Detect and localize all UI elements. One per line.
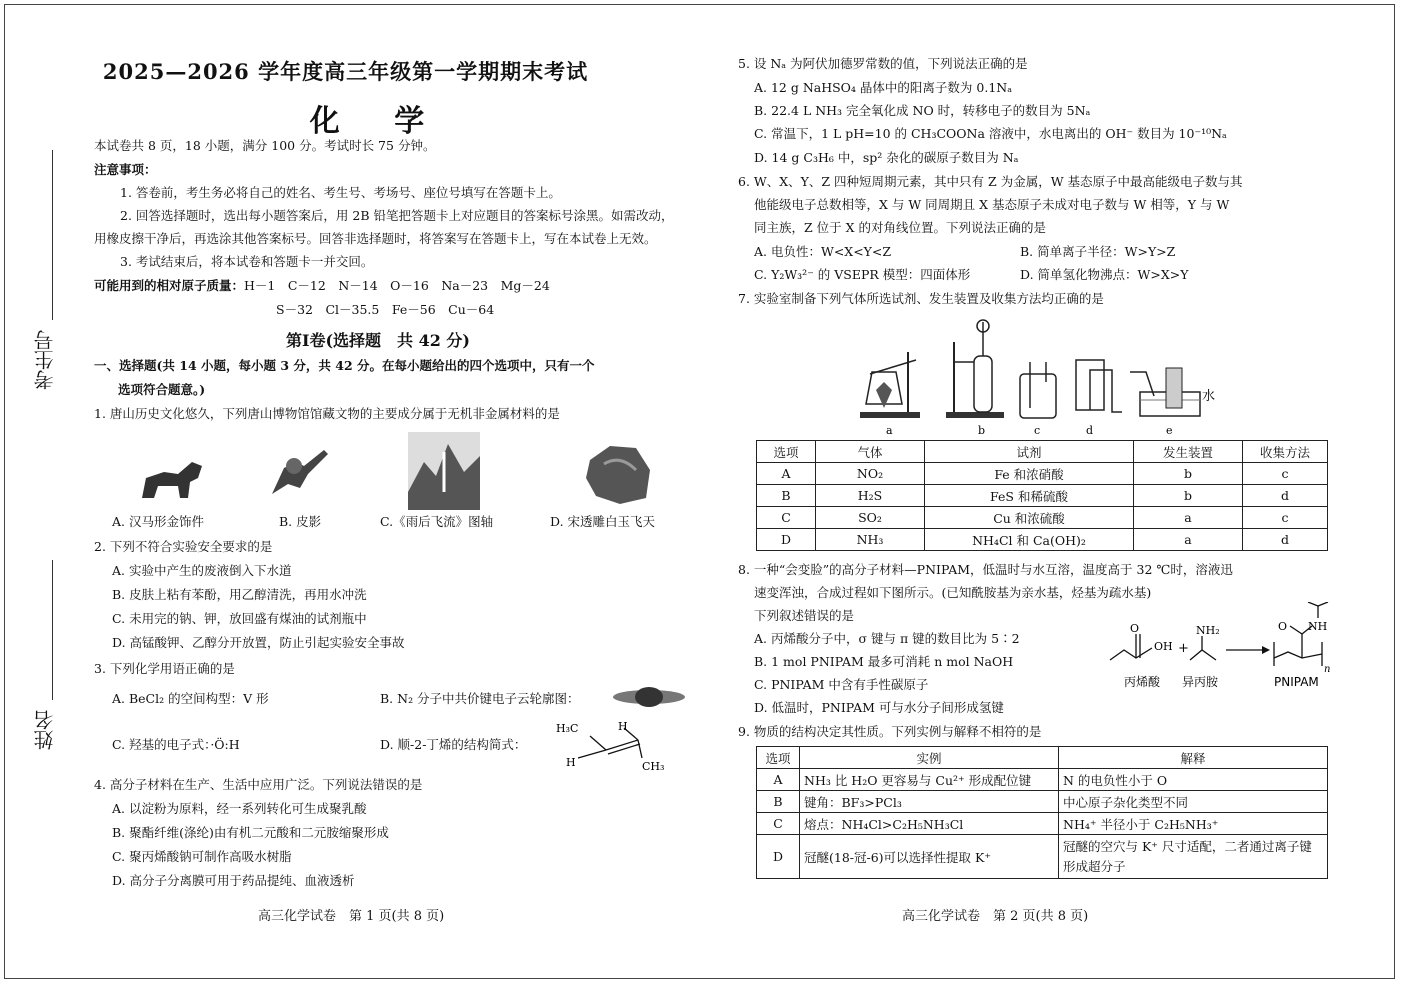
acrylic-o: O [1130, 622, 1140, 635]
q6-option-a: A. 电负性：W<X<Y<Z [754, 244, 892, 259]
q2-option-a: A. 实验中产生的废液倒入下水道 [112, 563, 292, 578]
q6-stem: 同主族，Z 位于 X 的对角线位置。下列说法正确的是 [754, 220, 1047, 235]
q9-header-cell: 实例 [800, 747, 1059, 769]
atomic-mass-label: 可能用到的相对原子质量： [94, 278, 245, 293]
ipa-label: 异丙胺 [1182, 675, 1219, 689]
q9-cell: 冠醚的空穴与 K⁺ 尺寸适配，二者通过离子键形成超分子 [1059, 835, 1328, 879]
q9-stem: 9. 物质的结构决定其性质。下列实例与解释不相符的是 [738, 724, 1042, 739]
pnipam-n: n [1324, 664, 1331, 675]
q7-cell: D [757, 529, 816, 551]
struct-h-bottom: H [566, 756, 576, 769]
q7-row [757, 485, 1328, 507]
struct-ch3: CH₃ [642, 760, 665, 773]
q9-table [756, 746, 1328, 879]
q5-option-a: A. 12 g NaHSO₄ 晶体中的阳离子数为 0.1Nₐ [754, 80, 1013, 95]
q4-option-d: D. 高分子分离膜可用于药品提纯、血液透析 [112, 873, 355, 888]
q6-option-d: D. 简单氢化物沸点：W>X>Y [1020, 267, 1189, 282]
q8-option-b: B. 1 mol PNIPAM 最多可消耗 n mol NaOH [754, 654, 1014, 669]
q7-cell: A [757, 463, 816, 485]
notice-item: 用橡皮擦干净后，再选涂其他答案标号。回答非选择题时，将答案写在答题卡上，写在本试卷上无效。 [94, 231, 657, 246]
notice-item: 1. 答卷前，考生务必将自己的姓名、考生号、考场号、座位号填写在答题卡上。 [120, 185, 561, 200]
apparatus-c [1020, 362, 1056, 418]
q2-stem: 2. 下列不符合实验安全要求的是 [94, 539, 273, 554]
q4-option-b: B. 聚酯纤维(涤纶)由有机二元酸和二元胺缩聚形成 [112, 825, 389, 840]
notice-heading: 注意事项： [94, 162, 157, 177]
q9-header-row [757, 747, 1328, 769]
q7-cell: b [1134, 463, 1243, 485]
side-exam-number-label: 考生号 [33, 330, 57, 390]
q9-cell: 熔点：NH₄Cl>C₂H₅NH₃Cl [800, 813, 1059, 835]
label-a: a [886, 424, 893, 436]
q7-cell: d [1243, 485, 1328, 507]
atomic-mass-line2: S－32 Cl－35.5 Fe－56 Cu－64 [276, 302, 495, 317]
q7-cell: Fe 和浓硝酸 [925, 463, 1134, 485]
q7-header-cell: 气体 [816, 441, 925, 463]
q7-header-row [757, 441, 1328, 463]
label-d: d [1086, 424, 1094, 436]
plus-sign: + [1178, 641, 1189, 656]
q7-header-cell: 收集方法 [1243, 441, 1328, 463]
q7-cell: SO₂ [816, 507, 925, 529]
gold-horse-image [136, 456, 208, 502]
q9-row [757, 791, 1328, 813]
q8-option-a: A. 丙烯酸分子中，σ 键与 π 键的数目比为 5∶2 [754, 631, 1020, 646]
q9-row [757, 835, 1328, 879]
acrylic-acid-structure [1110, 622, 1173, 660]
q7-header-cell: 发生装置 [1134, 441, 1243, 463]
q7-cell: c [1243, 463, 1328, 485]
q9-cell: 键角：BF₃>PCl₃ [800, 791, 1059, 813]
q9-cell: N 的电负性小于 O [1059, 769, 1328, 791]
apparatus-a [860, 352, 920, 418]
q7-cell: Cu 和浓硫酸 [925, 507, 1134, 529]
q7-cell: c [1243, 507, 1328, 529]
painting-scroll-image [408, 432, 480, 510]
q7-row [757, 529, 1328, 551]
q6-stem: 他能级电子总数相等，X 与 W 同周期且 X 基态原子未成对电子数与 W 相等，Y 与 W [754, 197, 1230, 212]
q1-option-d: D. 宋透雕白玉飞天 [550, 514, 656, 529]
q9-cell: B [757, 791, 800, 813]
ipa-nh2: NH₂ [1196, 624, 1220, 637]
q7-cell: b [1134, 485, 1243, 507]
cis-butene-structure [556, 718, 668, 774]
pnipam-nh: NH [1308, 620, 1328, 633]
q7-cell: a [1134, 507, 1243, 529]
q8-option-c: C. PNIPAM 中含有手性碳原子 [754, 677, 929, 692]
q7-cell: NH₃ [816, 529, 925, 551]
pnipam-structure [1274, 602, 1330, 675]
q7-cell: H₂S [816, 485, 925, 507]
exam-title: 2025—2026 学年度高三年级第一学期期末考试 [102, 59, 589, 84]
q7-table [756, 440, 1328, 551]
q7-header-cell: 试剂 [925, 441, 1134, 463]
q7-header-cell: 选项 [757, 441, 816, 463]
q7-stem: 7. 实验室制备下列气体所选试剂、发生装置及收集方法均正确的是 [738, 291, 1104, 306]
apparatus-d [1076, 360, 1122, 412]
notice-item: 2. 回答选择题时，选出每小题答案后，用 2B 铅笔把答题卡上对应题目的答案标号涂黑。如需改动， [120, 208, 674, 223]
q9-cell: 中心原子杂化类型不同 [1059, 791, 1328, 813]
section-instruction: 一、选择题(共 14 小题，每小题 3 分，共 42 分。在每小题给出的四个选项中，只有一个 [94, 358, 595, 373]
q7-cell: d [1243, 529, 1328, 551]
q7-row [757, 463, 1328, 485]
q9-cell: NH₄⁺ 半径小于 C₂H₅NH₃⁺ [1059, 813, 1328, 835]
q7-cell: B [757, 485, 816, 507]
q3-option-c: C. 羟基的电子式：·Ö:H [112, 737, 240, 752]
q9-cell: NH₃ 比 H₂O 更容易与 Cu²⁺ 形成配位键 [800, 769, 1059, 791]
section-instruction: 选项符合题意。) [118, 382, 206, 397]
q4-stem: 4. 高分子材料在生产、生活中应用广泛。下列说法错误的是 [94, 777, 423, 792]
q8-stem: 8. 一种“会变脸”的高分子材料—PNIPAM，低温时与水互溶，温度高于 32 ℃时，溶液迅 [738, 562, 1233, 577]
q2-option-b: B. 皮肤上粘有苯酚，用乙醇清洗，再用水冲洗 [112, 587, 367, 602]
isopropylamine-structure [1190, 624, 1220, 660]
struct-h-top: H [618, 720, 628, 733]
q5-option-b: B. 22.4 L NH₃ 完全氧化成 NO 时，转移电子的数目为 5Nₐ [754, 103, 1091, 118]
footer-right: 高三化学试卷 第 2 页(共 8 页) [902, 909, 1089, 924]
q3-option-a: A. BeCl₂ 的空间构型：V 形 [112, 691, 269, 706]
section-title: 第Ⅰ卷(选择题 共 42 分) [285, 331, 471, 350]
q5-option-c: C. 常温下，1 L pH=10 的 CH₃COONa 溶液中，水电离出的 OH⁻ 数目为 10⁻¹⁰Nₐ [754, 126, 1227, 141]
intro-text: 本试卷共 8 页，18 小题，满分 100 分。考试时长 75 分钟。 [94, 138, 436, 153]
side-name-line [52, 560, 53, 700]
q7-cell: NH₄Cl 和 Ca(OH)₂ [925, 529, 1134, 551]
acrylic-label: 丙烯酸 [1124, 675, 1161, 689]
q3-option-d: D. 顺-2-丁烯的结构简式： [380, 737, 527, 752]
q8-stem: 下列叙述错误的是 [754, 608, 855, 623]
q1-option-c: C.《雨后飞流》图轴 [380, 514, 494, 529]
q9-header-cell: 解释 [1059, 747, 1328, 769]
reaction-scheme [1106, 602, 1332, 694]
q7-row [757, 507, 1328, 529]
side-name-label: 姓名 [33, 710, 57, 750]
q9-cell: C [757, 813, 800, 835]
subject-title: 化 学 [309, 104, 447, 139]
q6-stem: 6. W、X、Y、Z 四种短周期元素，其中只有 Z 为金属，W 基态原子中最高能级电子数与其 [738, 174, 1243, 189]
q9-cell: A [757, 769, 800, 791]
jade-apsaras-image [580, 440, 656, 508]
apparatus-e [1130, 368, 1200, 416]
q5-stem: 5. 设 Nₐ 为阿伏加德罗常数的值，下列说法正确的是 [738, 56, 1028, 71]
q2-option-d: D. 高锰酸钾、乙醇分开放置，防止引起实验安全事故 [112, 635, 405, 650]
q7-cell: a [1134, 529, 1243, 551]
q7-cell: FeS 和稀硫酸 [925, 485, 1134, 507]
side-exam-number-line [52, 150, 53, 320]
q1-option-a: A. 汉马形金饰件 [112, 514, 204, 529]
label-c: c [1034, 424, 1041, 436]
apparatus-b [946, 320, 1004, 418]
q1-option-b: B. 皮影 [279, 514, 322, 529]
notice-item: 3. 考试结束后，将本试卷和答题卡一并交回。 [120, 254, 374, 269]
label-e: e [1166, 424, 1173, 436]
atomic-mass-line1: H－1 C－12 N－14 O－16 Na－23 Mg－24 [244, 278, 550, 293]
struct-h3c: H₃C [556, 722, 579, 735]
q9-header-cell: 选项 [757, 747, 800, 769]
q3-option-b: B. N₂ 分子中共价键电子云轮廓图： [380, 691, 580, 706]
label-b: b [978, 424, 986, 436]
q7-cell: NO₂ [816, 463, 925, 485]
q9-cell: 冠醚(18-冠-6)可以选择性提取 K⁺ [800, 835, 1059, 879]
q5-option-d: D. 14 g C₃H₆ 中，sp² 杂化的碳原子数目为 Nₐ [754, 150, 1019, 165]
acrylic-oh: OH [1154, 640, 1173, 653]
q3-stem: 3. 下列化学用语正确的是 [94, 661, 235, 676]
q2-option-c: C. 未用完的钠、钾，放回盛有煤油的试剂瓶中 [112, 611, 367, 626]
q1-stem: 1. 唐山历史文化悠久，下列唐山博物馆馆藏文物的主要成分属于无机非金属材料的是 [94, 406, 560, 421]
q9-cell: D [757, 835, 800, 879]
electron-cloud-image [612, 684, 686, 710]
q6-option-c: C. Y₂W₃²⁻ 的 VSEPR 模型：四面体形 [754, 267, 971, 282]
footer-left: 高三化学试卷 第 1 页(共 8 页) [258, 909, 445, 924]
pnipam-o: O [1278, 620, 1288, 633]
q4-option-c: C. 聚丙烯酸钠可制作高吸水树脂 [112, 849, 292, 864]
pnipam-label: PNIPAM [1274, 675, 1319, 689]
q7-cell: C [757, 507, 816, 529]
q6-option-b: B. 简单离子半径：W>Y>Z [1020, 244, 1176, 259]
q8-option-d: D. 低温时，PNIPAM 可与水分子间形成氢键 [754, 700, 1004, 715]
label-water: 水 [1202, 389, 1216, 404]
q4-option-a: A. 以淀粉为原料，经一系列转化可生成聚乳酸 [112, 801, 367, 816]
apparatus-diagram [850, 312, 1230, 436]
shadow-puppet-image [264, 444, 334, 502]
q9-row [757, 813, 1328, 835]
q9-row [757, 769, 1328, 791]
q8-stem: 速变浑浊，合成过程如下图所示。(已知酰胺基为亲水基，烃基为疏水基) [754, 585, 1152, 600]
